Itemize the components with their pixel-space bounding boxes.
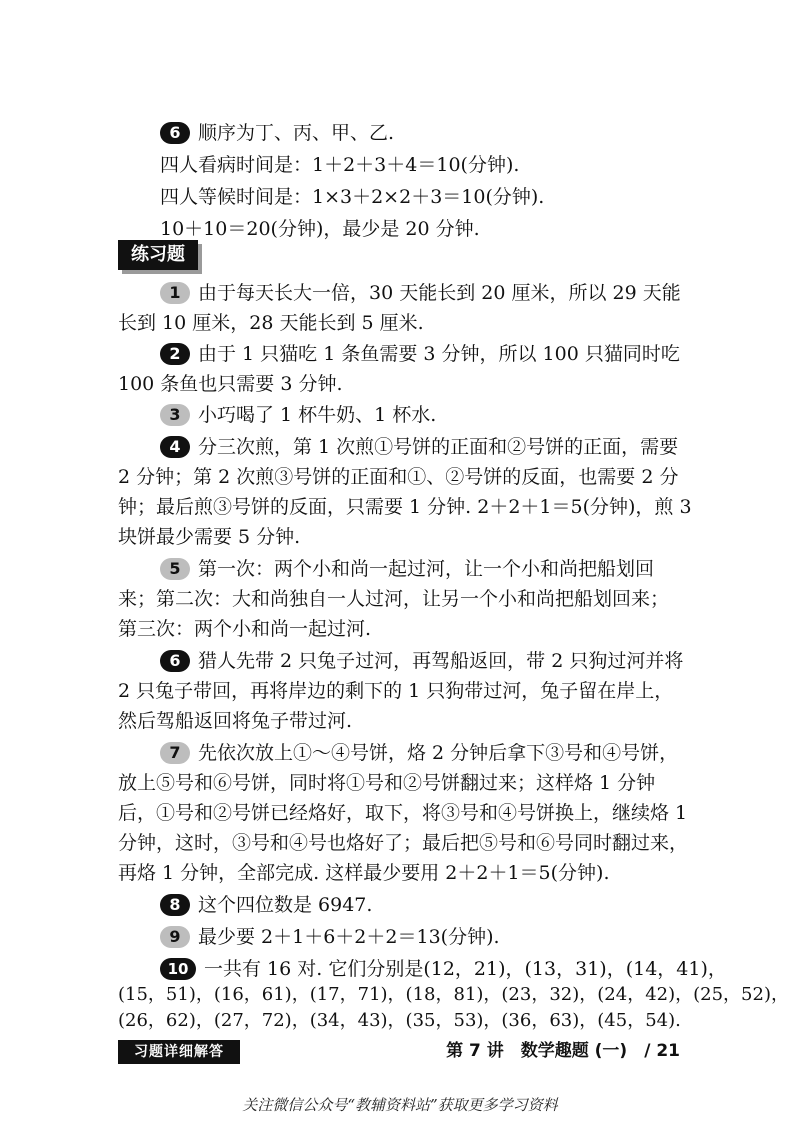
prev-item-line-1: 6 顺序为丁、丙、甲、乙. — [160, 120, 800, 146]
exercise-8-line-1: 8 这个四位数是 6947. — [160, 892, 800, 918]
exercise-number-badge: 10 — [160, 958, 196, 980]
exercise-number-badge: 7 — [160, 742, 190, 764]
section-title: 练习题 — [118, 240, 198, 270]
exercise-number-badge: 3 — [160, 404, 190, 426]
exercise-7-line-5: 再烙 1 分钟，全部完成. 这样最少要用 2＋2＋1＝5(分钟). — [118, 862, 610, 884]
footer-section-label: 习题详细解答 — [118, 1040, 240, 1064]
exercise-number-badge: 6 — [160, 650, 190, 672]
exercise-7-line-3: 后，①号和②号饼已经烙好，取下，将③号和④号饼换上，继续烙 1 — [118, 802, 688, 824]
exercise-2-line-1: 2 由于 1 只猫吃 1 条鱼需要 3 分钟，所以 100 只猫同时吃 — [160, 341, 800, 367]
exercise-number-badge: 9 — [160, 926, 190, 948]
exercise-2-line-2: 100 条鱼也只需要 3 分钟. — [118, 373, 343, 395]
exercise-4-line-2: 2 分钟；第 2 次煎③号饼的正面和①、②号饼的反面，也需要 2 分 — [118, 466, 679, 488]
exercise-5-line-3: 第三次：两个小和尚一起过河. — [118, 618, 372, 640]
exercise-4-line-4: 块饼最少需要 5 分钟. — [118, 526, 301, 548]
exercise-number-badge: 2 — [160, 343, 190, 365]
exercise-10-line-3: (26，62)，(27，72)，(34，43)，(35，53)，(36，63)，(45，54). — [118, 1010, 681, 1031]
prev-item-line-4: 10＋10＝20(分钟)，最少是 20 分钟. — [160, 218, 480, 240]
prev-item-line-2: 四人看病时间是：1＋2＋3＋4＝10(分钟). — [160, 154, 520, 176]
exercise-number-badge: 4 — [160, 436, 190, 458]
exercise-6-line-1: 6 猎人先带 2 只兔子过河，再驾船返回，带 2 只狗过河并将 — [160, 648, 800, 674]
exercise-6-line-3: 然后驾船返回将兔子带过河. — [118, 710, 353, 732]
exercise-1-line-1: 1 由于每天长大一倍，30 天能长到 20 厘米，所以 29 天能 — [160, 280, 800, 306]
prev-item-line-3: 四人等候时间是：1×3＋2×2＋3＝10(分钟). — [160, 186, 545, 208]
exercise-9-line-1: 9 最少要 2＋1＋6＋2＋2＝13(分钟). — [160, 924, 800, 950]
bottom-watermark-note: 关注微信公众号“教辅资料站”获取更多学习资料 — [242, 1096, 558, 1114]
exercise-10-line-2: (15，51)，(16，61)，(17，71)，(18，81)，(23，32)，(24，42)，(25，52)， — [118, 984, 789, 1005]
exercise-number-badge: 5 — [160, 558, 190, 580]
exercise-4-line-3: 钟；最后煎③号饼的反面，只需要 1 分钟. 2＋2＋1＝5(分钟)，煎 3 — [118, 496, 692, 518]
exercise-3-line-1: 3 小巧喝了 1 杯牛奶、1 杯水. — [160, 402, 800, 428]
footer-page-info: 第 7 讲 数学趣题 (一) / 21 — [446, 1041, 680, 1061]
exercise-7-line-2: 放上⑤号和⑥号饼，同时将①号和②号饼翻过来；这样烙 1 分钟 — [118, 772, 656, 794]
exercise-4-line-1: 4 分三次煎，第 1 次煎①号饼的正面和②号饼的正面，需要 — [160, 434, 800, 460]
exercise-5-line-1: 5 第一次：两个小和尚一起过河，让一个小和尚把船划回 — [160, 556, 800, 582]
exercise-6-line-2: 2 只兔子带回，再将岸边的剩下的 1 只狗带过河，兔子留在岸上， — [118, 680, 674, 702]
exercise-number-badge: 1 — [160, 282, 190, 304]
exercise-number-badge: 8 — [160, 894, 190, 916]
exercise-1-line-2: 长到 10 厘米，28 天能长到 5 厘米. — [118, 312, 424, 334]
exercise-5-line-2: 来；第二次：大和尚独自一人过河，让另一个小和尚把船划回来； — [118, 588, 670, 610]
exercise-7-line-4: 分钟，这时，③号和④号也烙好了；最后把⑤号和⑥号同时翻过来， — [118, 832, 689, 854]
item-number-badge: 6 — [160, 122, 190, 144]
exercise-10-line-1: 10 一共有 16 对. 它们分别是(12，21)，(13，31)，(14，41)， — [160, 956, 800, 982]
exercise-7-line-1: 7 先依次放上①～④号饼，烙 2 分钟后拿下③号和④号饼， — [160, 740, 800, 766]
